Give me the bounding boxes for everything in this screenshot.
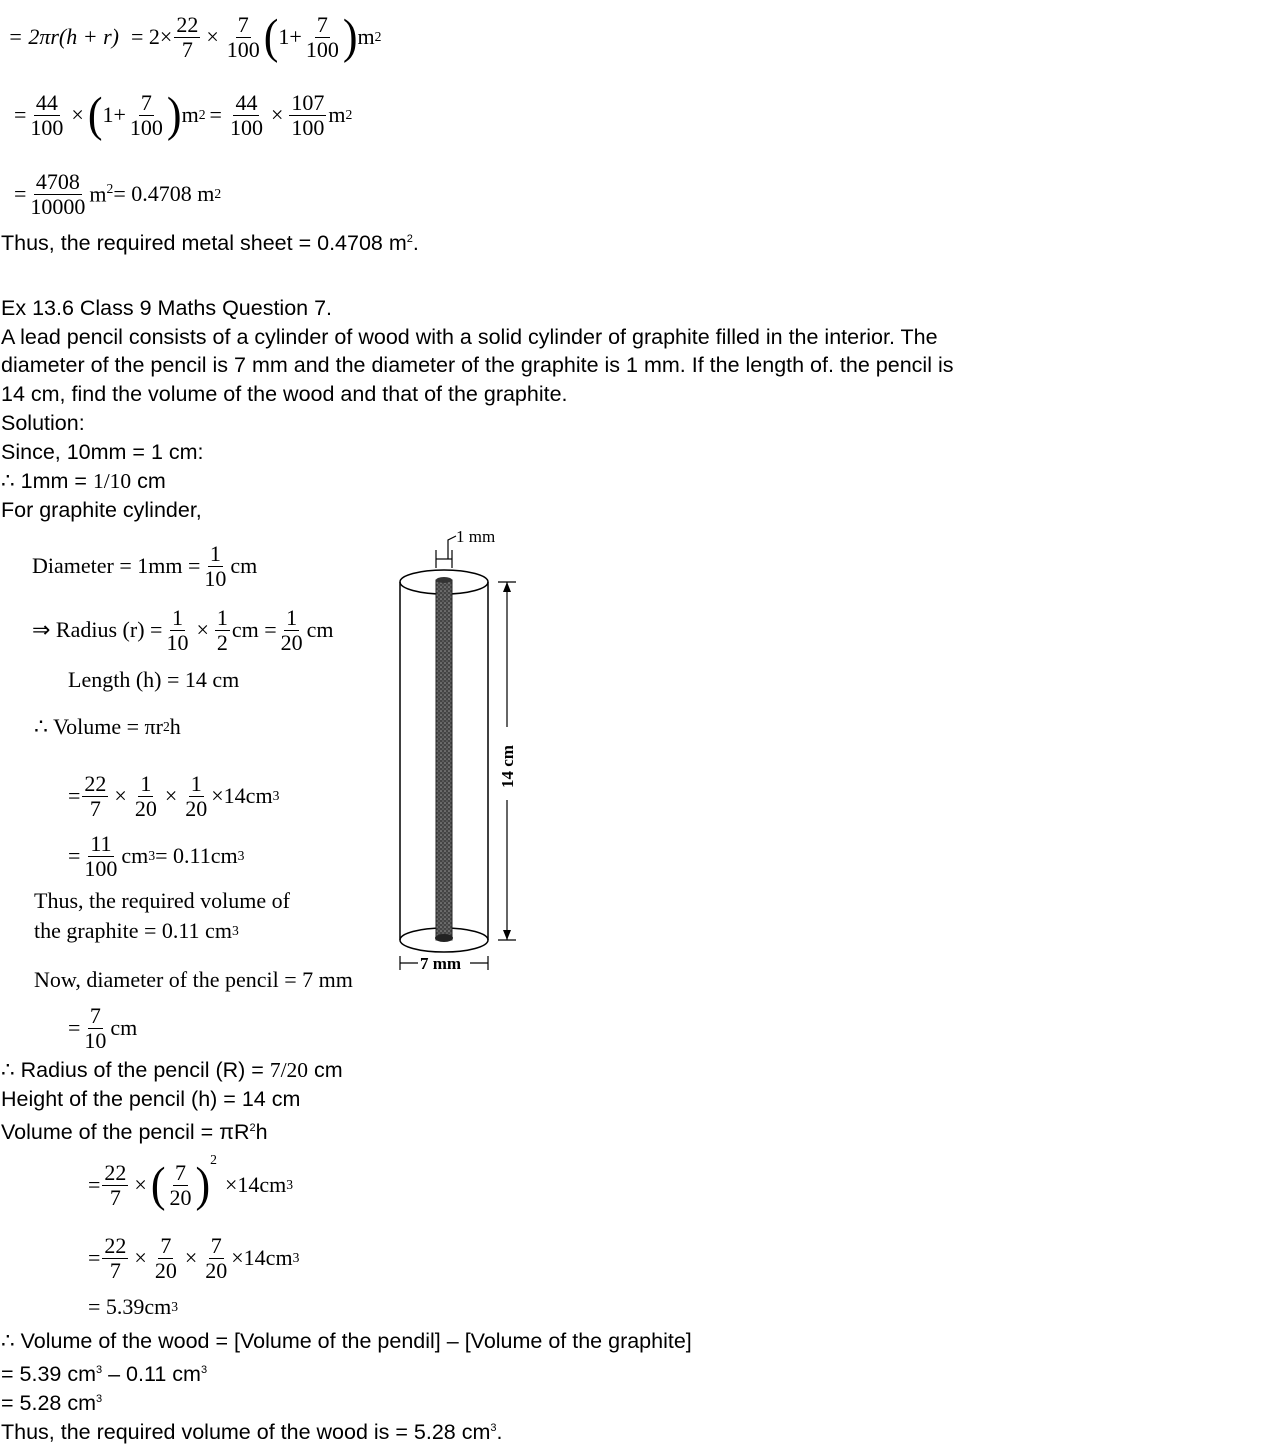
wood-volume-calc-2: = 5.28 $cm^3$ bbox=[1, 1391, 103, 1416]
graphite-top bbox=[436, 577, 452, 583]
solution-label: Solution: bbox=[1, 411, 85, 435]
graphite-diameter: Diameter = 1mm = $\frac{1}{10}$ cm bbox=[32, 540, 258, 591]
math-line-1: = 2πr(h + r) = 2× $\frac{22}{7}$ × $\frac{7}{100}$ ( 1+ $\frac{7}{100}$ ) m 2 bbox=[8, 9, 382, 64]
mm1-label: 1 mm bbox=[456, 527, 496, 546]
question-title: Ex 13.6 Class 9 Maths Question 7. bbox=[1, 296, 333, 320]
metal-sheet-result: Thus, the required metal sheet = 0.4708 $m^2$. bbox=[1, 231, 419, 256]
graphite-conclusion-1: Thus, the required volume of bbox=[34, 888, 290, 913]
cm14-arrow-down bbox=[503, 930, 511, 940]
one-mm-line: ∴ 1mm = 1/10 cm bbox=[1, 469, 166, 493]
pencil-volume-calc-2: = $\frac{22}{7}$ × $\frac{7}{20}$ × $\frac{7}{20}$ ×14cm 3 bbox=[88, 1232, 300, 1283]
question-line-3: 14 cm, find the volume of the wood and that of the graphite. bbox=[1, 382, 568, 406]
wood-volume-formula: ∴ Volume of the wood = [Volume of the pendil] – [Volume of the graphite] bbox=[1, 1329, 692, 1353]
graphite-length: Length (h) = 14 cm bbox=[68, 667, 240, 692]
pencil-cylinder-figure bbox=[392, 522, 532, 982]
cm14-label: 14 cm bbox=[498, 745, 517, 788]
conversion-line: Since, 10mm = 1 cm: bbox=[1, 440, 204, 464]
graphite-volume-calc-1: = $\frac{22}{7}$ × $\frac{1}{20}$ × $\frac{1}{20}$ ×14cm 3 bbox=[68, 770, 280, 821]
question-line-2: diameter of the pencil is 7 mm and the diameter of the graphite is 1 mm. If the length of. the pencil is bbox=[1, 353, 954, 377]
question-line-1: A lead pencil consists of a cylinder of wood with a solid cylinder of graphite filled in the interior. The bbox=[1, 325, 938, 349]
pencil-volume-formula: Volume of the pencil = $\pi R^2h$ bbox=[1, 1120, 268, 1145]
math-line-3: = $\frac{4708}{10000}$ $m^2$ = 0.4708 m 2 bbox=[14, 168, 222, 219]
graphite-heading: For graphite cylinder, bbox=[1, 498, 202, 522]
cm14-arrow-up bbox=[503, 582, 511, 592]
pencil-volume-result: = 5.39cm 3 bbox=[88, 1294, 179, 1319]
pencil-radius-line: ∴ Radius of the pencil (R) = 7/20 cm bbox=[1, 1058, 343, 1082]
graphite-volume-formula: ∴ Volume = πr 2 h bbox=[34, 714, 181, 739]
pencil-height-line: Height of the pencil (h) = 14 cm bbox=[1, 1087, 301, 1111]
pencil-volume-calc-1: = $\frac{22}{7}$ × ( $\frac{7}{20}$ ) $^2$ ×14cm 3 bbox=[88, 1152, 294, 1212]
graphite-core bbox=[436, 580, 452, 940]
wood-volume-calc-1: = 5.39 $cm^3 - 0.11$ $cm^3$ bbox=[1, 1362, 208, 1387]
graphite-radius: ⇒ Radius (r) = $\frac{1}{10}$ × $\frac{1}{2}$ cm = $\frac{1}{20}$ cm bbox=[32, 604, 334, 655]
wood-volume-conclusion: Thus, the required volume of the wood is = 5.28 $cm^3$. bbox=[1, 1420, 503, 1445]
graphite-conclusion-2: the graphite = 0.11 cm 3 bbox=[34, 918, 239, 943]
graphite-volume-calc-2: = $\frac{11}{100}$ cm 3 = 0.11cm 3 bbox=[68, 830, 245, 881]
pencil-diameter-line: Now, diameter of the pencil = 7 mm bbox=[34, 967, 353, 992]
math-line-2: = $\frac{44}{100}$ × ( 1+ $\frac{7}{100}$ ) m 2 = $\frac{44}{100}$ × $\frac{107}{100}$ m 2 bbox=[14, 87, 353, 142]
graphite-bottom bbox=[435, 934, 453, 942]
mm7-label: 7 mm bbox=[420, 954, 462, 973]
pencil-diameter-fraction: = $\frac{7}{10}$ cm bbox=[68, 1002, 138, 1053]
